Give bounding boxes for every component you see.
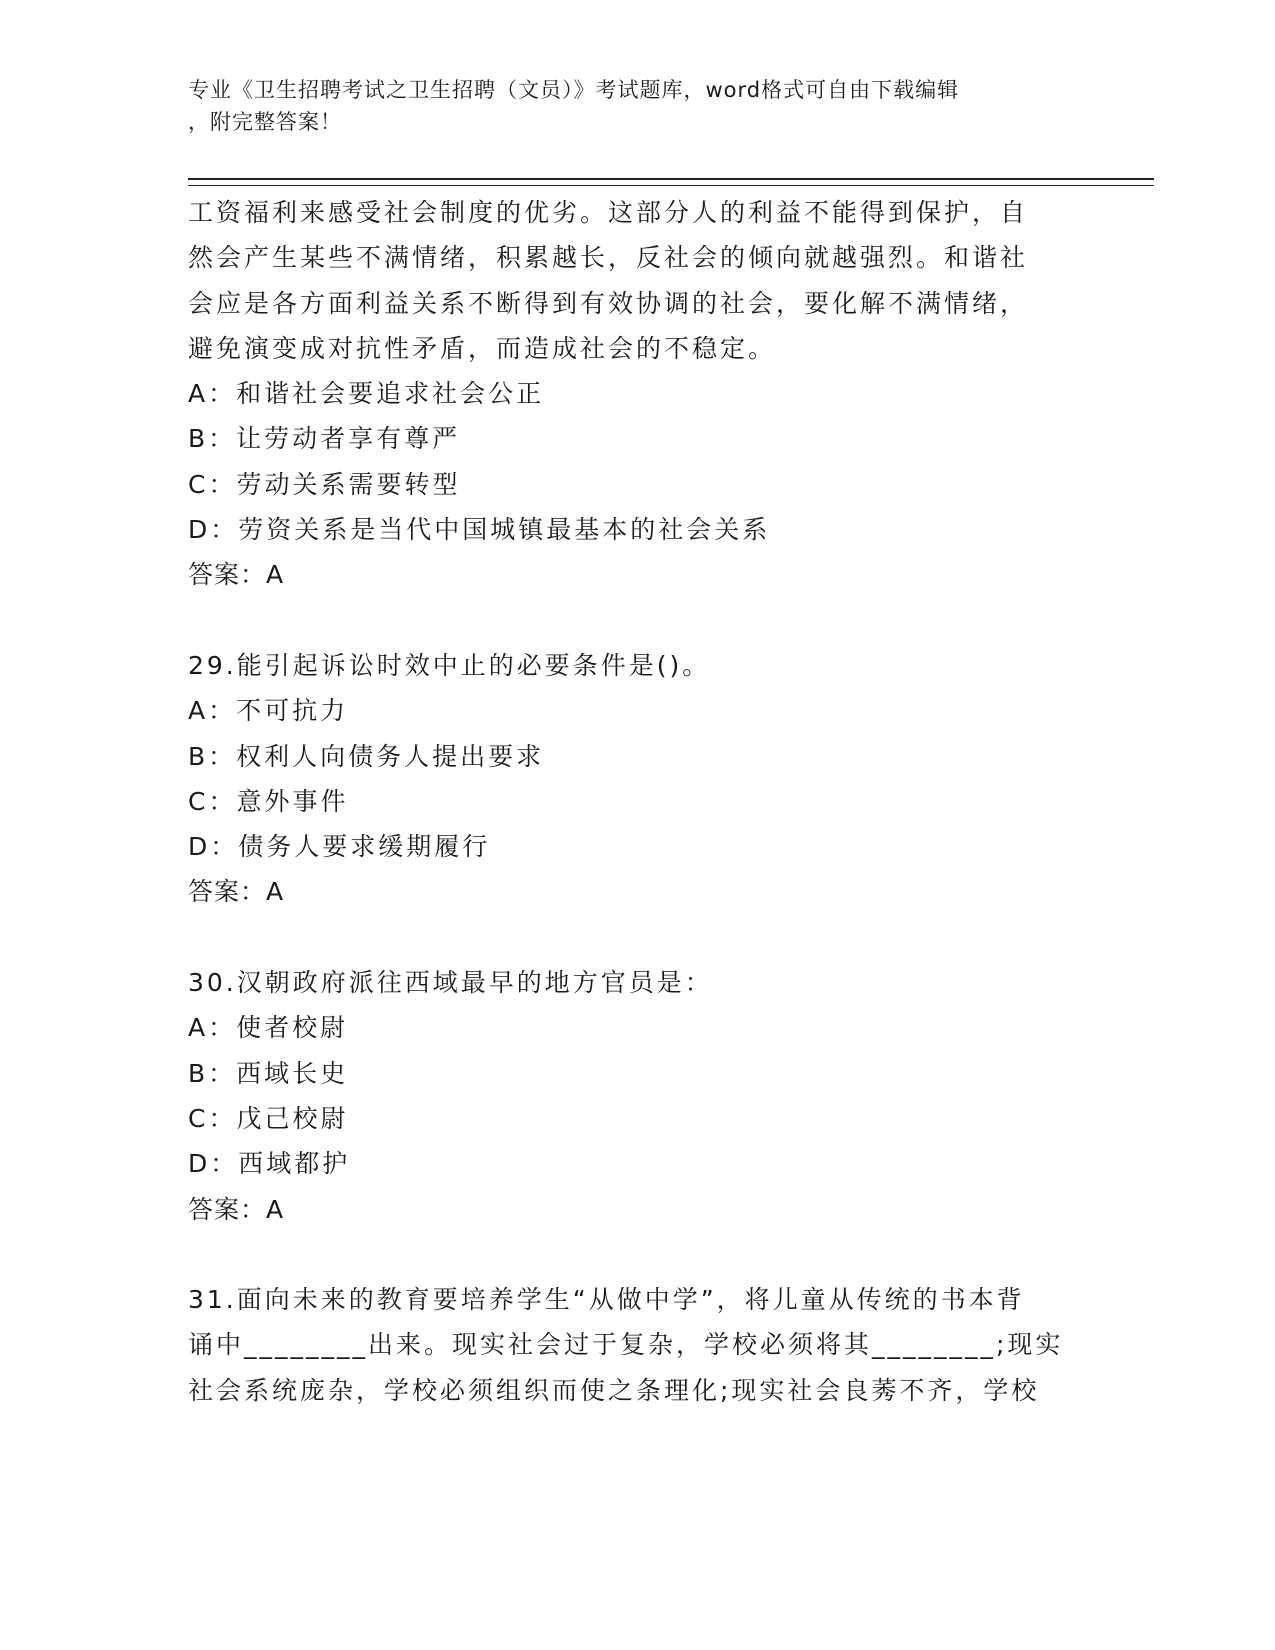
question-stem: 31.面向未来的教育要培养学生“从做中学”，将儿童从传统的书本背 xyxy=(188,1285,1025,1315)
option-a: A：和谐社会要追求社会公正 xyxy=(188,379,545,409)
document-body xyxy=(188,190,1088,1413)
answer-line: 答案：A xyxy=(188,560,285,590)
question-text-line: 会应是各方面利益关系不断得到有效协调的社会，要化解不满情绪， xyxy=(188,288,1029,318)
answer-line: 答案：A xyxy=(188,1194,285,1224)
header-line-1: 专业《卫生招聘考试之卫生招聘（文员）》考试题库，word格式可自由下载编辑 xyxy=(188,78,960,102)
question-text-line: 工资福利来感受社会制度的优劣。这部分人的利益不能得到保护，自 xyxy=(188,198,1029,227)
option-b: B：让劳动者享有尊严 xyxy=(188,424,461,454)
question-stem: 30.汉朝政府派往西域最早的地方官员是： xyxy=(188,968,713,998)
question-text-line: 避免演变成对抗性矛盾，而造成社会的不稳定。 xyxy=(188,333,777,363)
option-c: C：劳动关系需要转型 xyxy=(188,469,461,499)
question-text-line: 诵中________出来。现实社会过于复杂，学校必须将其________;现实 xyxy=(188,1330,1064,1360)
question-30 xyxy=(188,960,1088,1232)
option-c: C：意外事件 xyxy=(188,786,349,816)
option-d: D：债务人要求缓期履行 xyxy=(188,832,491,862)
question-gap xyxy=(188,1232,1088,1277)
question-gap xyxy=(188,598,1088,643)
option-d: D：西域都护 xyxy=(188,1149,351,1179)
question-text-line: 社会系统庞杂，学校必须组织而使之条理化;现实社会良莠不齐，学校 xyxy=(188,1375,1040,1405)
question-28-continuation xyxy=(188,190,1088,598)
option-d: D：劳资关系是当代中国城镇最基本的社会关系 xyxy=(188,515,771,545)
answer-line: 答案：A xyxy=(188,877,285,907)
option-a: A：使者校尉 xyxy=(188,1013,349,1043)
question-text-line: 然会产生某些不满情绪，积累越长，反社会的倾向就越强烈。和谐社 xyxy=(188,243,1029,273)
page-header xyxy=(188,74,1088,138)
question-gap xyxy=(188,915,1088,960)
option-c: C：戊己校尉 xyxy=(188,1103,349,1133)
header-line-2: ，附完整答案！ xyxy=(188,110,342,134)
option-a: A：不可抗力 xyxy=(188,696,349,726)
header-divider xyxy=(188,178,1154,186)
question-31 xyxy=(188,1277,1088,1413)
question-stem: 29.能引起诉讼时效中止的必要条件是()。 xyxy=(188,650,711,680)
option-b: B：西域长史 xyxy=(188,1058,349,1088)
question-29 xyxy=(188,643,1088,915)
option-b: B：权利人向债务人提出要求 xyxy=(188,741,545,771)
